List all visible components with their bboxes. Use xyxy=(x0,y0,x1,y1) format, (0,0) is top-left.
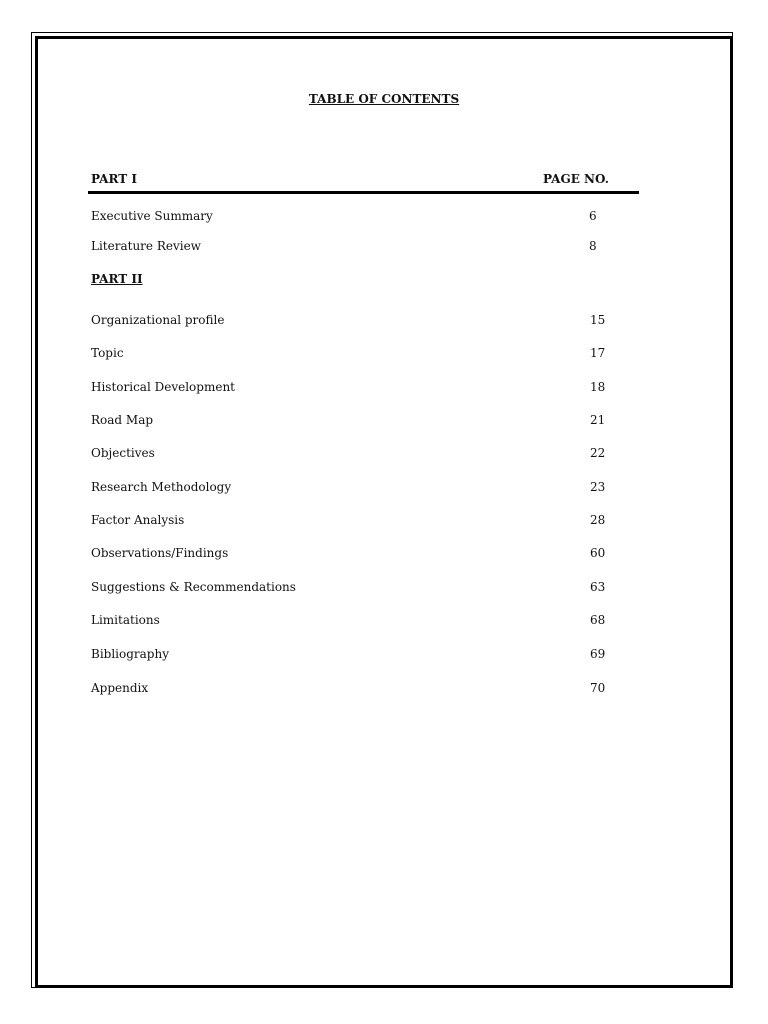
toc-entry-label: Executive Summary xyxy=(91,209,213,223)
toc-entry-label: Appendix xyxy=(91,681,149,695)
page-border-inner xyxy=(35,36,733,988)
page-no-heading: PAGE NO. xyxy=(543,172,609,186)
part-one-heading: PART I xyxy=(91,172,137,186)
toc-entry-label: Topic xyxy=(91,346,124,360)
toc-entry-page: 17 xyxy=(590,346,606,360)
header-rule xyxy=(88,191,639,194)
toc-entry-label: Road Map xyxy=(91,413,154,427)
toc-entry-page: 6 xyxy=(589,209,597,223)
toc-entry-label: Observations/Findings xyxy=(91,546,229,560)
toc-entry-page: 70 xyxy=(590,681,606,695)
toc-entry-label: Research Methodology xyxy=(91,480,232,494)
toc-entry-page: 69 xyxy=(590,647,606,661)
toc-entry-page: 63 xyxy=(590,580,606,594)
toc-entry-page: 21 xyxy=(590,413,606,427)
toc-entry-page: 22 xyxy=(590,446,606,460)
part-two-heading: PART II xyxy=(91,272,143,286)
toc-entry-label: Literature Review xyxy=(91,239,201,253)
toc-entry-page: 15 xyxy=(590,313,606,327)
toc-entry-page: 18 xyxy=(590,380,606,394)
toc-title: TABLE OF CONTENTS xyxy=(308,92,460,106)
toc-entry-page: 23 xyxy=(590,480,606,494)
toc-entry-page: 60 xyxy=(590,546,606,560)
toc-entry-label: Bibliography xyxy=(91,647,169,661)
toc-entry-page: 8 xyxy=(589,239,597,253)
toc-entry-label: Objectives xyxy=(91,446,155,460)
toc-entry-label: Suggestions & Recommendations xyxy=(91,580,296,594)
toc-entry-label: Historical Development xyxy=(91,380,235,394)
toc-entry-label: Factor Analysis xyxy=(91,513,185,527)
toc-entry-label: Limitations xyxy=(91,613,160,627)
toc-entry-page: 28 xyxy=(590,513,606,527)
toc-entry-page: 68 xyxy=(590,613,606,627)
toc-entry-label: Organizational profile xyxy=(91,313,225,327)
